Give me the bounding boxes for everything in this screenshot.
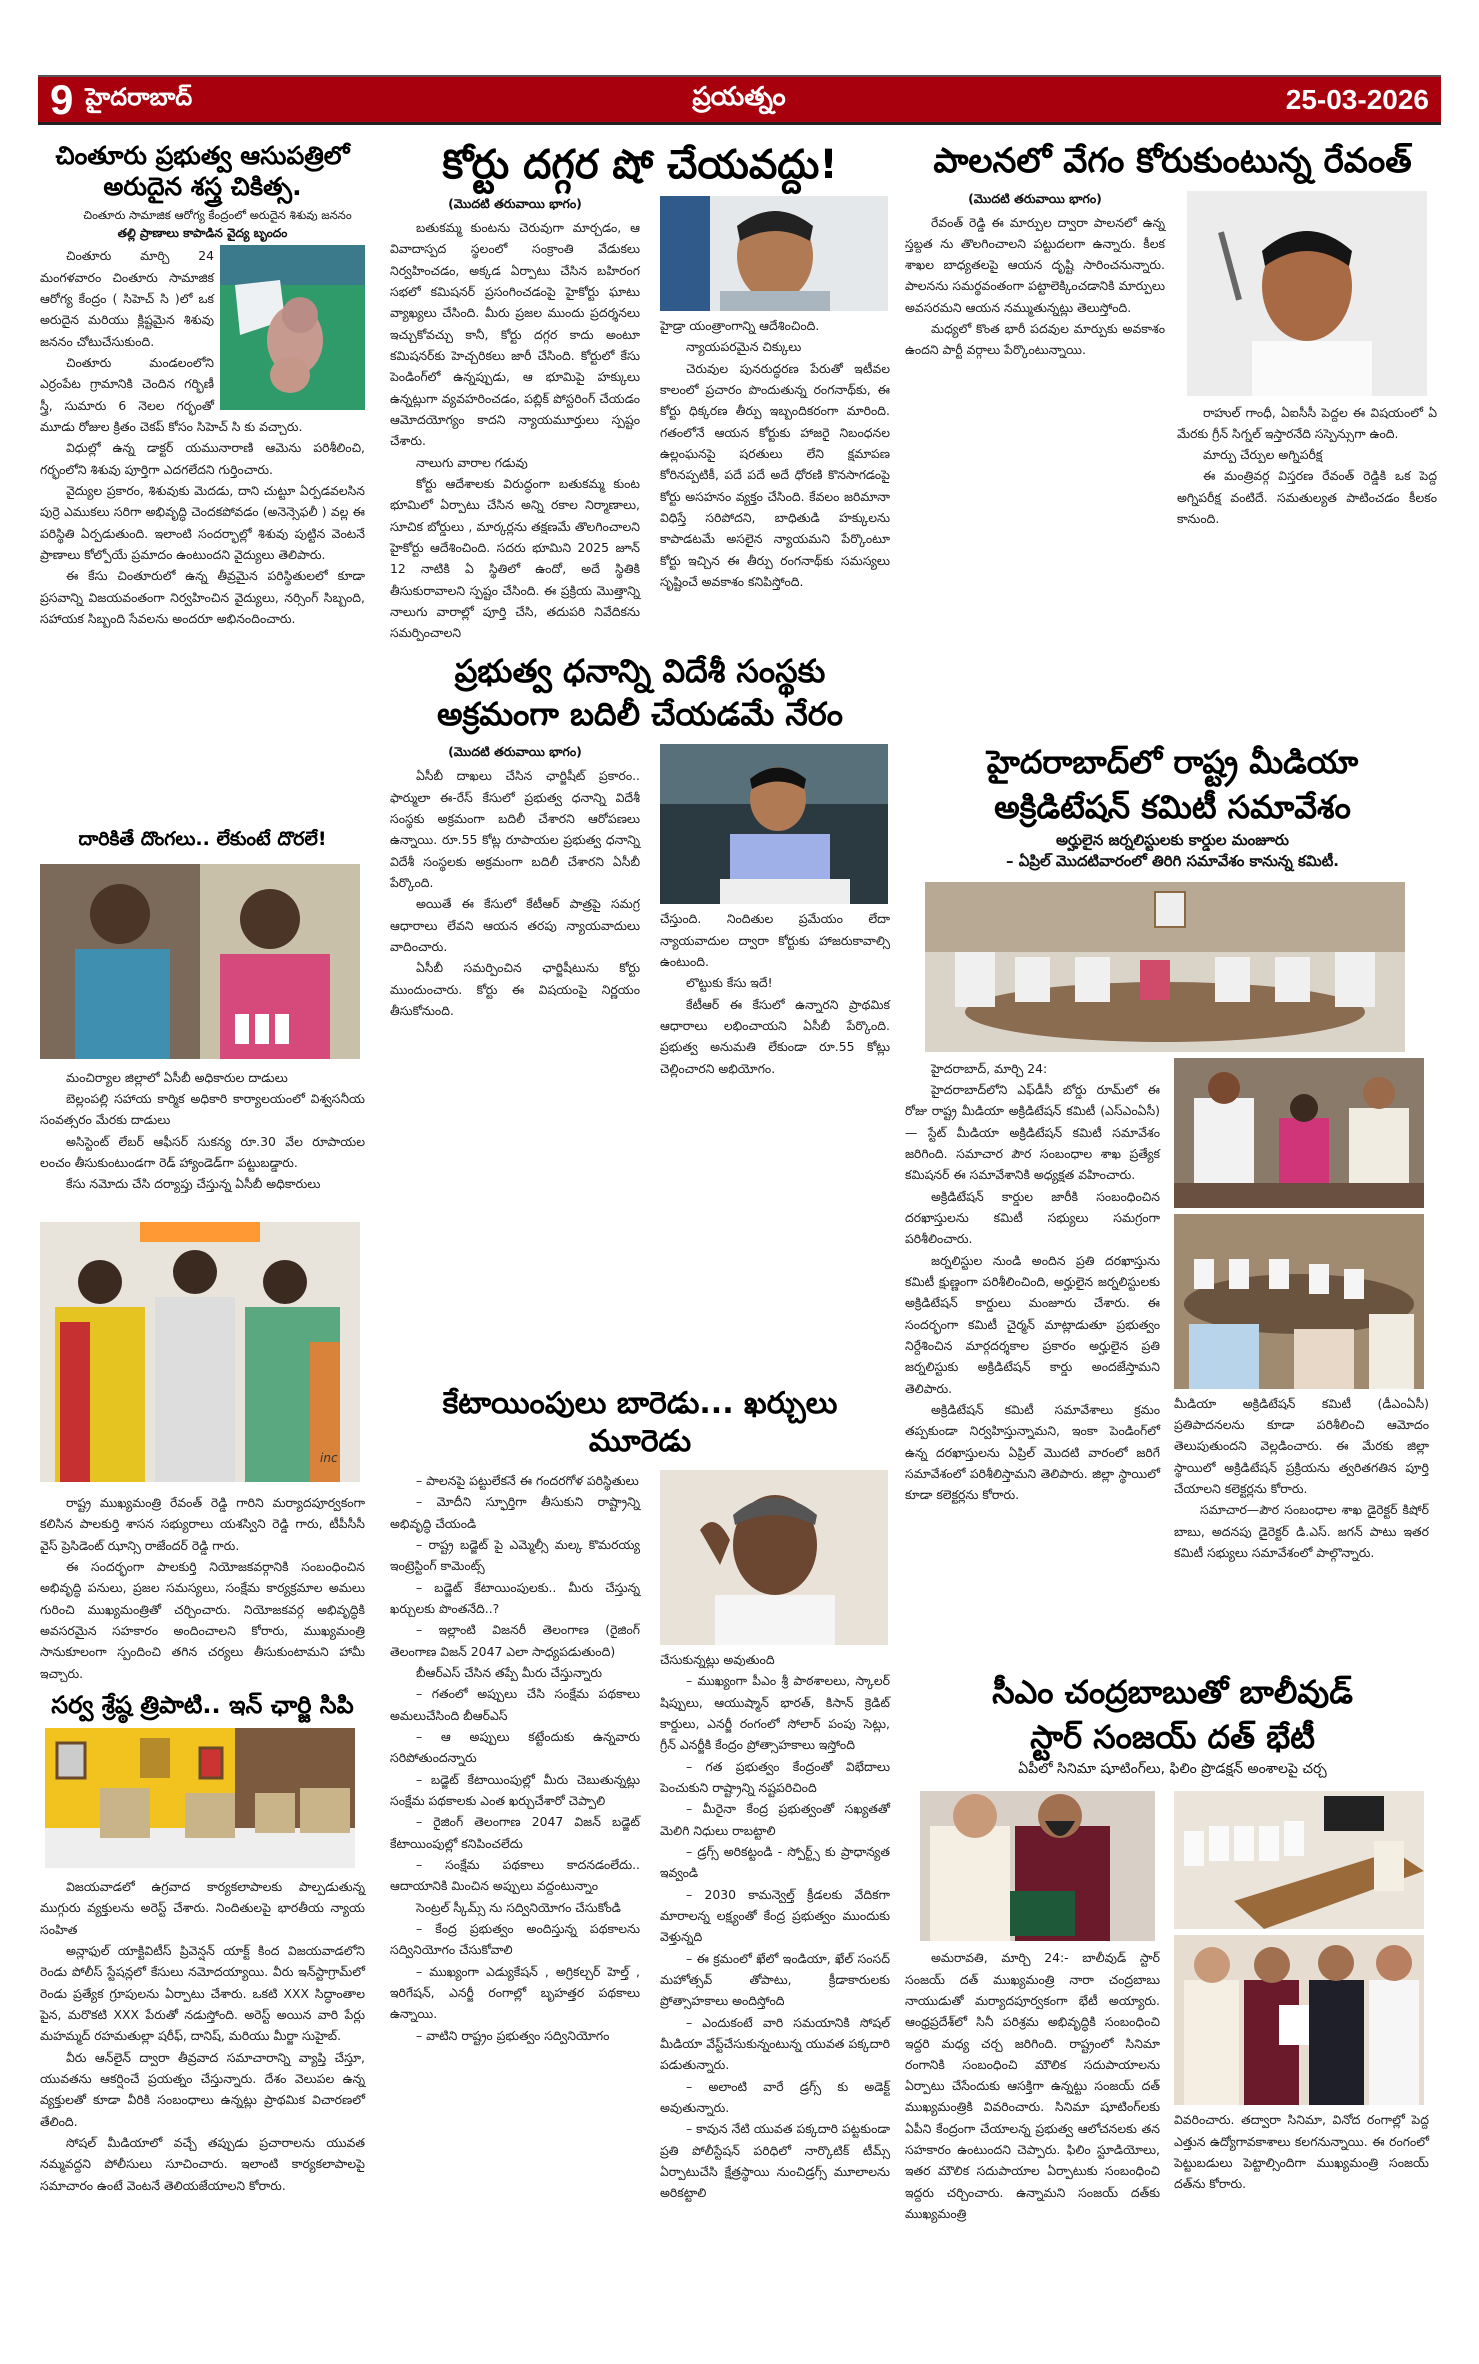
story-body — [660, 315, 890, 592]
photo-cm-meeting — [40, 1222, 360, 1482]
headline — [905, 740, 1440, 830]
paragraph: చెరువుల పునరుద్ధరణ పేరుతో ఇటీవల కాలంలో ప్రచారం పొందుతున్న రంగనాథ్‌కు, ఈ కోర్టు ధిక్కరణ తీర్పు ఇబ్బందికరంగా మారింది. గతంలోనే ఆయన కోర్టుకు హాజరై నిబంధనల ఉల్లంఘనపై షరతులు లేని క్షమాపణ కోరినప్పటికీ, పదే పదే అదే ధోరణి కొనసాగడంపై కోర్టు అసహనం వ్యక్తం చేసింది. కేవలం జరిమానా విధిస్తే సరిపోదని, బాధితుడి హక్కులను కాపాడటమే అసలైన న్యాయమని పేర్కొంటూ కోర్టు ఇచ్చిన ఈ తీర్పు రంగనాథ్‌కు సమస్యలు సృష్టించే అవకాశం కనిపిస్తోంది. — [660, 360, 890, 589]
paragraph: అయితే ఈ కేసులో కేటీఆర్ పాత్రపై సమగ్ర ఆధారాలు లేవని ఆయన తరపు న్యాయవాదులు వాదించారు. — [390, 896, 640, 954]
bullet: – కేంద్ర ప్రభుత్వం అందిస్తున్న పథకాలను సద్వినియోగం చేసుకోవాలి — [390, 1920, 640, 1958]
photo-committee-meeting — [925, 882, 1405, 1052]
story-chinturu — [40, 140, 365, 629]
headline-line: హైదరాబాద్‌లో రాష్ట్ర మీడియా — [986, 743, 1359, 781]
paragraph: బెల్లంపల్లి సహాయ కార్మిక అధికారి కార్యాలయంలో విశ్వసనీయ సంవత్సరం మేరకు దాడులు — [40, 1091, 365, 1128]
continued-label: (మొదటి తరువాయి భాగం) — [448, 744, 582, 760]
photo-police-meeting — [45, 1728, 355, 1868]
watermark: inc — [320, 1451, 338, 1465]
photo-revanth — [1187, 191, 1427, 396]
headline: కోర్టు దగ్గర షో చేయవద్దు! — [442, 142, 838, 188]
paragraph: అక్రిడిటేషన్ కమిటీ సమావేశాలు క్రమం తప్పకుండా నిర్వహిస్తున్నామని, ఇంకా పెండింగ్‌లో ఉన్న దరఖాస్తులను ఏప్రిల్ మొదటి వారంలో జరిగే సమావేశంలో పరిశీలిస్తామని తెలిపారు. జిల్లా స్థాయిలో కూడా కలెక్టర్లను కోరారు. — [905, 1401, 1160, 1503]
paragraph: హైడ్రా యంత్రాంగాన్ని ఆదేశించింది. — [660, 318, 820, 333]
paragraph: సమాచార—పౌర సంబంధాల శాఖ డైరెక్టర్ కిషోర్ బాబు, అదనపు డైరెక్టర్ డి.ఎస్. జగన్ పాటు ఇతర కమిటీ సభ్యులు సమావేశంలో పాల్గొన్నారు. — [1174, 1502, 1429, 1560]
paragraph: రేవంత్ రెడ్డి ఈ మార్పుల ద్వారా పాలనలో ఉన్న స్తబ్దత ను తొలగించాలని పట్టుదలగా ఉన్నారు. కీలక శాఖల బాధ్యతలపై ఆయన దృష్టి సారించనున్నారు. పాలనను సమర్థవంతంగా పట్టాలెక్కించడానికి మార్పులు అవసరమని ఆయన నమ్ముతున్నట్లు తెలుస్తోంది. — [905, 214, 1165, 315]
story-acb-raid — [40, 828, 365, 1195]
story-body — [390, 1470, 640, 2204]
paragraph: ఈ సందర్భంగా పాలకుర్తి నియోజకవర్గానికి సంబంధించిన అభివృద్ధి పనులు, ప్రజల సమస్యలు, సంక్షేమ కార్యక్రమాల అమలు గురించి ముఖ్యమంత్రితో చర్చించారు. నియోజకవర్గ అభివృద్ధికి అవసరమైన సహకారం అందించాలని కోరారు, ముఖ్యమంత్రి సానుకూలంగా స్పందించి తగిన చర్యలు తీసుకుంటామని హామీ ఇచ్చారు. — [40, 1558, 365, 1681]
newspaper-brand: ప్రయత్నం — [692, 81, 786, 112]
story-accreditation — [905, 740, 1440, 1563]
paragraph: ఏసీబీ దాఖలు చేసిన ఛార్జిషీట్ ప్రకారం.. ఫార్ములా ఈ-రేస్ కేసులో ప్రభుత్వ ధనాన్ని విదేశీ సంస్థకు అక్రమంగా బదిలీ చేశారని ఆరోపణలు ఉన్నాయి. రూ.55 కోట్ల రూపాయల ప్రభుత్వ ధనాన్ని విదేశీ సంస్థలకు అక్రమంగా బదిలీ చేశారని ఏసీబీ పేర్కొంది. — [390, 768, 640, 891]
subheadline: చింతూరు సామాజిక ఆరోగ్య కేంద్రంలో అరుదైన శిశువు జననం — [83, 207, 352, 222]
headline-line: చింతూరు ప్రభుత్వ ఆసుపత్రిలో — [55, 141, 350, 170]
bullet: – వాటిని రాష్ట్రం ప్రభుత్వం సద్వినియోగం — [416, 2027, 610, 2043]
story-body — [40, 1067, 365, 1195]
headline-line: సీఎం చంద్రబాబుతో బాలీవుడ్ — [992, 1673, 1353, 1711]
photo-newborn — [220, 245, 365, 410]
headline-line: అక్రిడిటేషన్ కమిటీ సమావేశం — [994, 787, 1351, 826]
photo-accused-women — [40, 864, 360, 1059]
subheadline: తల్లి ప్రాణాలు కాపాడిన వైద్య బృందం — [117, 225, 288, 240]
bullet: – బడ్జెట్ కేటాయింపులకు.. మీరు చేస్తున్న ఖర్చులకు పొంతనేది..? — [390, 1579, 640, 1616]
bullet: – ఎందుకంటే వారి సమయానికి సోషల్ మీడియా వేస్ట్‌చేసుకున్నంటున్న యువత పక్కదారి పడుతున్నారు. — [660, 2014, 890, 2073]
bullet: – పాలనపై పట్టులేకనే ఈ గందరగోళ పరిస్థితులు — [416, 1473, 639, 1488]
paragraph: ఏసీబీ సమర్పించిన ఛార్జిషీటును కోర్టు ముందుంచారు. కోర్టు ఈ విషయంపై నిర్ణయం తీసుకోనుంది. — [390, 960, 640, 1018]
paragraph: కేసు నమోదు చేసి దర్యాప్తు చేస్తున్న ఏసీబీ అధికారులు — [66, 1176, 321, 1192]
story-body — [390, 765, 640, 1021]
bullet: – ముఖ్యంగా పీఎం శ్రీ పాఠశాలలు, స్కాలర్ షిప్పులు, ఆయుష్మాన్ భారత్, కిసాన్ క్రెడిట్ కార్డులు, ఎనర్జీ రంగంలో సోలార్ పంపు సెట్లు, గ్రీన్ ఎనర్జీకి కేంద్రం ప్రోత్సాహకాలు ఇస్తోంది — [660, 1673, 890, 1753]
subhead: న్యాయపరమైన చిక్కులు — [686, 339, 802, 355]
paragraph: అక్రిడిటేషన్ కార్డుల జారీకి సంబంధించిన దరఖాస్తులను కమిటీ సభ్యులు సమగ్రంగా పరిశీలించారు. — [905, 1188, 1160, 1247]
paragraph: మంచిర్యాల జిల్లాలో ఏసీబీ అధికారుల దాడులు — [66, 1069, 288, 1085]
story-body — [905, 1947, 1160, 2224]
subheadline: ఏపీలో సినిమా షూటింగ్‌లు, ఫిలిం ప్రొడక్షన్ అంశాలపై చర్చ — [1018, 1760, 1327, 1777]
subhead: నాలుగు వారాల గడువు — [416, 454, 528, 470]
subheadline: – ఏప్రిల్ మొదటివారంలో తిరిగి సమావేశం కానున్న కమిటీ. — [1005, 851, 1339, 870]
story-body — [1177, 402, 1437, 530]
subhead: బీఆర్ఎస్ చేసిన తప్పే మీరు చేస్తున్నారు — [416, 1664, 602, 1680]
photo-cm-sanjay — [920, 1791, 1155, 1941]
bullet: – అలాంటి వారే డ్రగ్స్ కు అడెక్ట్ అవుతున్నారు. — [660, 2078, 890, 2115]
photo-round-table — [1174, 1214, 1424, 1389]
subheadline: అర్హులైన జర్నలిస్టులకు కార్డుల మంజూరు — [1055, 830, 1290, 849]
story-tripathi — [40, 1690, 365, 2196]
paragraph: విజయవాడలో ఉగ్రవాద కార్యకలాపాలకు పాల్పడుతున్న ముగ్గురు వ్యక్తులను అరెస్ట్ చేశారు. నిందితులపై భారతీయ న్యాయ సంహిత — [40, 1879, 365, 1937]
subhead: లొట్టుకు కేసు ఇదే! — [686, 975, 773, 991]
bullet: – బడ్జెట్ కేటాయింపుల్లో మీరు చెబుతున్నట్లు సంక్షేమ పథకాలకు ఎంత ఖర్చుచేశారో చెప్పాలి — [390, 1771, 640, 1808]
story-body — [40, 1492, 365, 1684]
section-name: హైదరాబాద్ — [85, 82, 193, 111]
story-formula-e — [390, 650, 890, 1079]
story-sanjay-dutt — [905, 1670, 1440, 2224]
paragraph: కోర్టు ఆదేశాలకు విరుద్ధంగా బతుకమ్మ కుంట భూమిలో ఏర్పాటు చేసిన అన్ని రకాల నిర్మాణాలు, సూచిక బోర్డులు , మార్కర్లను తక్షణమే తొలగించాలని హైకోర్టు ఆదేశించింది. సదరు భూమిని 2025 జూన్ 12 నాటికి ఏ స్థితిలో ఉందో, అదే స్థితికి తీసుకురావాలని స్పష్టం చేసింది. ఈ ప్రక్రియ మొత్తాన్ని నాలుగు వారాల్లో పూర్తి చేసి, తదుపరి నివేదికను సమర్పించాలని — [390, 475, 640, 641]
paragraph: బతుకమ్మ కుంటను చెరువుగా మార్చడం, ఆ వివాదాస్పద స్థలంలో సంక్రాంతి వేడుకలు నిర్వహించడం, అక్కడ ఏర్పాటు చేసిన బహిరంగ సభలో కమిషనర్ ప్రసంగించడంపై హైకోర్టు ఘాటు వ్యాఖ్యలు చేసింది. మీరు ప్రజల ముందు ప్రదర్శనలు ఇచ్చుకోవచ్చు కానీ, కోర్టు దగ్గర కాదు అంటూ కమిషనర్‌కు హెచ్చరికలు జారీ చేసింది. కోర్టులో కేసు పెండింగ్‌లో ఉన్నప్పుడు, ఆ భూమిపై హక్కులు ఉన్నట్లుగా వ్యవహరించడం, పబ్లిక్ పోస్టరింగ్ చేయడం ఆమోదయోగ్యం కాదని న్యాయమూర్తులు స్పష్టం చేశారు. — [390, 220, 640, 449]
bullet: చేసుకున్నట్లు అవుతుంది — [660, 1652, 775, 1667]
paragraph: వివరించారు. తద్వారా సినిమా, వినోద రంగాల్లో పెద్ద ఎత్తున ఉద్యోగావకాశాలు కలగనున్నాయి. ఈ రంగంలో పెట్టుబడులు పెట్టాల్సిందిగా ముఖ్యమంత్రి సంజయ్ దత్‌ను కోరారు. — [1174, 2112, 1429, 2192]
bullet: – రైజింగ్ తెలంగాణ 2047 విజన్ బడ్జెట్ కేటాయింపుల్లో కనిపించలేదు — [390, 1814, 640, 1851]
bullet: – మీరైనా కేంద్ర ప్రభుత్వంతో సఖ్యతతో మెలిగి నిధులు రాబట్టాలి — [660, 1801, 890, 1838]
page-number: 9 — [50, 75, 74, 123]
story-budget — [390, 1385, 890, 2204]
story-body — [390, 217, 640, 644]
story-body — [1174, 2109, 1429, 2194]
bullet: – సంక్షేమ పథకాలు కాదనడంలేదు.. ఆదాయానికి మించిన అప్పులు వద్దంటున్నాం — [390, 1856, 640, 1894]
bullet: – ముఖ్యంగా ఎడ్యుకేషన్ , అగ్రికల్చర్ హెల్త్ , ఇరిగేషన్, ఎనర్జీ రంగాల్లో బృహత్తర పథకాలు ఉన్నాయి. — [390, 1963, 640, 2022]
story-body — [40, 1876, 365, 2196]
bullet: – గతంలో అప్పులు చేసి సంక్షేమ పథకాలు అమలుచేసింది బీఆర్ఎస్ — [390, 1686, 640, 1723]
headline — [905, 1670, 1440, 1760]
headline: సర్వ శ్రేష్ఠ త్రిపాటి.. ఇన్ ఛార్జి సిపి — [51, 1691, 354, 1719]
paragraph: చింతూరు మార్చి 24 మంగళవారం చింతూరు సామాజిక ఆరోగ్య కేంద్రం ( సిహెచ్ సి )లో ఒక అరుదైన మరియు క్లిష్టమైన శిశువు జననం చోటుచేసుకుంది. — [40, 248, 214, 349]
headline-line: స్టార్ సంజయ్ దత్ భేటీ — [1030, 1717, 1315, 1756]
issue-date: 25-03-2026 — [1285, 83, 1429, 115]
dateline: హైదరాబాద్, మార్చి 24: — [931, 1060, 1048, 1076]
headline: పాలనలో వేగం కోరుకుంటున్న రేవంత్ — [933, 141, 1412, 181]
paragraph: జర్నలిస్టుల నుండి అందిన ప్రతి దరఖాస్తును కమిటీ క్షుణ్ణంగా పరిశీలించింది, అర్హులైన జర్నలిస్టులకు అక్రిడిటేషన్ కార్డులు మంజూరు చేశారు. ఈ సందర్భంగా కమిటీ చైర్మన్ మాట్లాడుతూ ప్రభుత్వం నిర్దేశించిన మార్గదర్శకాల ప్రకారం అర్హులైన ప్రతి జర్నలిస్టుకు అక్రిడిటేషన్ కార్డు అందజేస్తామని తెలిపారు. — [905, 1252, 1160, 1396]
bullet: – కావున నేటి యువత పక్కదారి పట్టకుండా ప్రతి పోలీస్టేషన్ పరిధిలో నార్కొటిక్ టీమ్స్ ఏర్పాటుచేసి క్షేత్రస్థాయి నుంచిడ్రగ్స్ మూలాలను అరికట్టాలి — [660, 2121, 890, 2201]
photo-cm-office-meeting — [1174, 1791, 1424, 1929]
paragraph: వైద్యుల ప్రకారం, శిశువుకు మెదడు, దాని చుట్టూ ఏర్పడవలసిన పుర్రె ఎముకలు సరిగా అభివృద్ధి చెందకపోవడం (అనెన్సెఫలీ ) వల్ల ఈ పరిస్థితి ఏర్పడుతుంది. ఇలాంటి సందర్భాల్లో శిశువు పుట్టిన వెంటనే ప్రాణాలు కోల్పోయే ప్రమాదం ఉంటుందని వైద్యులు తెలిపారు. — [40, 483, 365, 562]
subhead: సెంట్రల్ స్కీమ్స్ ను సద్వినియోగం చేసుకోండి — [416, 1899, 621, 1915]
story-revanth — [905, 140, 1440, 529]
headline-line: ప్రభుత్వ ధనాన్ని విదేశీ సంస్థకు — [454, 652, 826, 690]
bullet: – రాష్ట్ర బడ్జెట్ పై ఎమ్మెల్సీ మల్క కొమరయ్య ఇంట్రెస్టింగ్ కామెంట్స్ — [390, 1536, 640, 1574]
bullet: – డ్రగ్స్ అరికట్టండి - స్పోర్ట్స్ కు ప్రాధాన్యత ఇవ్వండి — [660, 1843, 890, 1881]
headline-line: అరుదైన శస్త్ర చికిత్స. — [103, 172, 302, 202]
headline: దారికితే దొంగలు.. లేకుంటే దొరలే! — [78, 828, 327, 850]
subhead: మార్పు చేర్పుల అగ్నిపరీక్ష — [1203, 447, 1323, 463]
story-body — [660, 908, 890, 1079]
story-body — [660, 1649, 890, 2204]
bullet: – ఆ అప్పులు కట్టేందుకు ఉన్నవారు సరిపోతుందన్నారు — [390, 1728, 640, 1766]
paragraph: అసిస్టెంట్ లేబర్ ఆఫీసర్ సుకన్య రూ.30 వేల రూపాయల లంచం తీసుకుంటుండగా రెడ్ హ్యాండెడ్‌గా పట్టుబడ్డారు. — [40, 1133, 365, 1171]
paragraph: రాహుల్ గాంధీ, ఏఐసీసీ పెద్దల ఈ విషయంలో ఏ మేరకు గ్రీన్ సిగ్నల్ ఇస్తారనేది సస్పెన్సుగా ఉంది. — [1177, 404, 1437, 441]
photo-commissioner — [660, 196, 888, 311]
bullet: – మోదీని స్ఫూర్తిగా తీసుకుని రాష్ట్రాన్ని అభివృద్ధి చేయండి — [390, 1494, 640, 1531]
paragraph: విధుల్లో ఉన్న డాక్టర్ యమునారాణి ఆమెను పరిశీలించి, గర్భంలోని శిశువు పూర్తిగా ఎదగలేదని గుర్తించారు. — [40, 440, 365, 477]
paragraph: కేటీఆర్ ఈ కేసులో ఉన్నారని ప్రాథమిక ఆధారాలు లభించాయని ఏసీబీ పేర్కొంది. ప్రభుత్వ అనుమతి లేకుండా రూ.55 కోట్లు చెల్లించారని అభియోగం. — [660, 996, 890, 1076]
photo-officials-panel — [1174, 1058, 1424, 1208]
headline: కేటాయింపులు బారెడు... ఖర్చులు మూరెడు — [442, 1386, 838, 1459]
paragraph: అన్లాఫుల్ యాక్టివిటీస్ ప్రివెన్షన్ యాక్ట్ కింద విజయవాడలోని రెండు పోలీస్ స్టేషన్లలో కేసులు నమోదయ్యాయి. వీరు ఇన్‌స్టాగ్రామ్‌లో రెండు ప్రత్యేక గ్రూపులను ఏర్పాటు చేశారు. ఒకటి XXX సిద్ధాంతాల పైన, మరొకటి XXX పేరుతో నడుస్తోంది. అరెస్ట్ అయిన వారి పేర్లు మహమ్మద్ రహమతుల్లా షరీఫ్, దానిష్, మరియు మీర్జా సుహైబ్. — [40, 1942, 365, 2044]
paragraph: రాష్ట్ర ముఖ్యమంత్రి రేవంత్ రెడ్డి గారిని మర్యాదపూర్వకంగా కలిసిన పాలకుర్తి శాసన సభ్యురాలు యశస్విని రెడ్డి గారు, టీపీసీసీ వైస్ ప్రెసిడెంట్ ఝాన్సి రాజేందర్ రెడ్డి గారు. — [40, 1495, 365, 1553]
paragraph: హైదరాబాద్‌లోని ఎఫ్‌డీసీ బోర్డు రూమ్‌లో ఈ రోజు రాష్ట్ర మీడియా అక్రిడిటేషన్ కమిటీ (ఎస్ఎంఏసీ)— స్టేట్ మీడియా అక్రిడిటేషన్ కమిటీ సమావేశం జరిగింది. సమాచార పౌర సంబంధాల శాఖ ప్రత్యేక కమిషనర్ ఈ సమావేశానికి అధ్యక్షత వహించారు. — [905, 1081, 1160, 1183]
photo-mlc — [660, 1470, 888, 1645]
bullet: – 2030 కామన్వెల్త్ క్రీడలకు వేదికగా మారాలన్న లక్ష్యంతో కేంద్ర ప్రభుత్వం ముందుకు వెళ్తున్నది — [660, 1886, 890, 1945]
story-court — [390, 140, 890, 644]
headline — [390, 650, 890, 736]
paragraph: అమరావతి, మార్చి 24:- బాలీవుడ్ స్టార్ సంజయ్ దత్ ముఖ్యమంత్రి నారా చంద్రబాబు నాయుడుతో మర్యాదపూర్వకంగా భేటీ అయ్యారు. ఆంధ్రప్రదేశ్‌లో సినీ పరిశ్రమ అభివృద్ధికి సంబంధించి ఇద్దరి మధ్య చర్చ జరిగింది. రాష్ట్రంలో సినిమా రంగానికి సంబంధించి మౌలిక సదుపాయాలను ఏర్పాటు చేసేందుకు ఆసక్తిగా ఉన్నట్టు సంజయ్ దత్ ముఖ్యమంత్రికి వివరించారు. సినిమా షూటింగ్‌లకు ఏపీని కేంద్రంగా చేయాలన్న ప్రభుత్వ ఆలోచనలకు తన సహకారం ఉంటుందని చెప్పారు. ఫిలిం స్టూడియోలు, ఇతర మౌలిక సదుపాయాల ఏర్పాటుకు సంబంధించి ఇద్దరు చర్చించారు. ఉన్నామని సంజయ్ దత్‌కు ముఖ్యమంత్రి — [905, 1950, 1160, 2222]
paragraph: చేస్తుంది. నిందితుల ప్రమేయం లేదా న్యాయవాదుల ద్వారా కోర్టుకు హాజరుకావాల్సి ఉంటుంది. — [660, 911, 890, 970]
paragraph: ఈ మంత్రివర్గ విస్తరణ రేవంత్ రెడ్డికి ఒక పెద్ద అగ్నిపరీక్ష వంటిదే. సమతుల్యత పాటించడం కీలకం కానుంది. — [1177, 468, 1437, 527]
paragraph: మీడియా అక్రిడిటేషన్ కమిటీ (డీఎంఏసీ) ప్రతిపాదనలను కూడా పరిశీలించి ఆమోదం తెలుపుతుందని వెల్లడించారు. ఈ మేరకు జిల్లా స్థాయిలో అక్రిడిటేషన్ ప్రక్రియను త్వరితగతిన పూర్తి చేయాలని కలెక్టర్లను కోరారు. — [1174, 1395, 1429, 1496]
paragraph: మధ్యలో కొంత భారీ పదవుల మార్పుకు అవకాశం ఉందని పార్టీ వర్గాలు పేర్కొంటున్నాయి. — [905, 321, 1165, 358]
masthead — [38, 75, 1441, 125]
story-body — [1174, 1393, 1429, 1564]
headline — [40, 140, 365, 203]
headline-line: అక్రమంగా బదిలీ చేయడమే నేరం — [437, 695, 843, 734]
photo-sanjay-presentation — [1174, 1935, 1424, 2105]
paragraph: వీరు ఆన్‌లైన్ ద్వారా తీవ్రవాద సమాచారాన్ని వ్యాప్తి చేస్తూ, యువతను ఆకర్షించే ప్రయత్నం చేస్తున్నారు. దేశం వెలుపల ఉన్న వ్యక్తులతో కూడా వీరికి సంబంధాలు ఉన్నట్లు ప్రాథమిక విచారణలో తేలింది. — [40, 2049, 365, 2129]
bullet: – ఇల్లాంటి విజనరీ తెలంగాణ (రైజింగ్ తెలంగాణ విజన్ 2047 ఎలా సాధ్యపడుతుంది) — [390, 1622, 640, 1659]
paragraph: ఈ కేసు చింతూరులో ఉన్న తీవ్రమైన పరిస్థితులలో కూడా ప్రసవాన్ని విజయవంతంగా నిర్వహించిన వైద్యులు, నర్సింగ్ సిబ్బంది, సహాయక సిబ్బంది సేవలను అందరూ అభినందించారు. — [40, 568, 365, 626]
story-palakurthi — [40, 1222, 365, 1684]
bullet: – ఈ క్రమంలో ఖేలో ఇండియా, ఖేల్ సంసద్ మహోత్సవ్ తోపాటు, క్రీడాకారులకు ప్రోత్సాహకాలు అందిస్తోంది — [660, 1950, 890, 2009]
photo-ktr — [660, 744, 888, 904]
story-body — [905, 212, 1165, 361]
paragraph: సోషల్ మీడియాలో వచ్చే తప్పుడు ప్రచారాలను యువత నమ్మవద్దని పోలీసులు సూచించారు. ఇలాంటి కార్యకలాపాలపై సమాచారం ఉంటే వెంటనే తెలియజేయాలని కోరారు. — [40, 2134, 365, 2193]
continued-label: (మొదటి తరువాయి భాగం) — [968, 190, 1102, 206]
continued-label: (మొదటి తరువాయి భాగం) — [448, 196, 582, 211]
story-body — [905, 1058, 1160, 1506]
bullet: – గత ప్రభుత్వం కేంద్రంతో విభేదాలు పెంచుకుని రాష్ట్రాన్ని నష్టపరిచింది — [660, 1758, 890, 1795]
paragraph: చింతూరు మండలంలోని ఎర్రంపేట గ్రామానికి చెందిన గర్భిణీ స్త్రీ, సుమారు 6 నెలల గర్భంతో మూడు రోజుల క్రితం చెకప్ కోసం సిహెచ్ సి కు వచ్చారు. — [40, 355, 303, 435]
